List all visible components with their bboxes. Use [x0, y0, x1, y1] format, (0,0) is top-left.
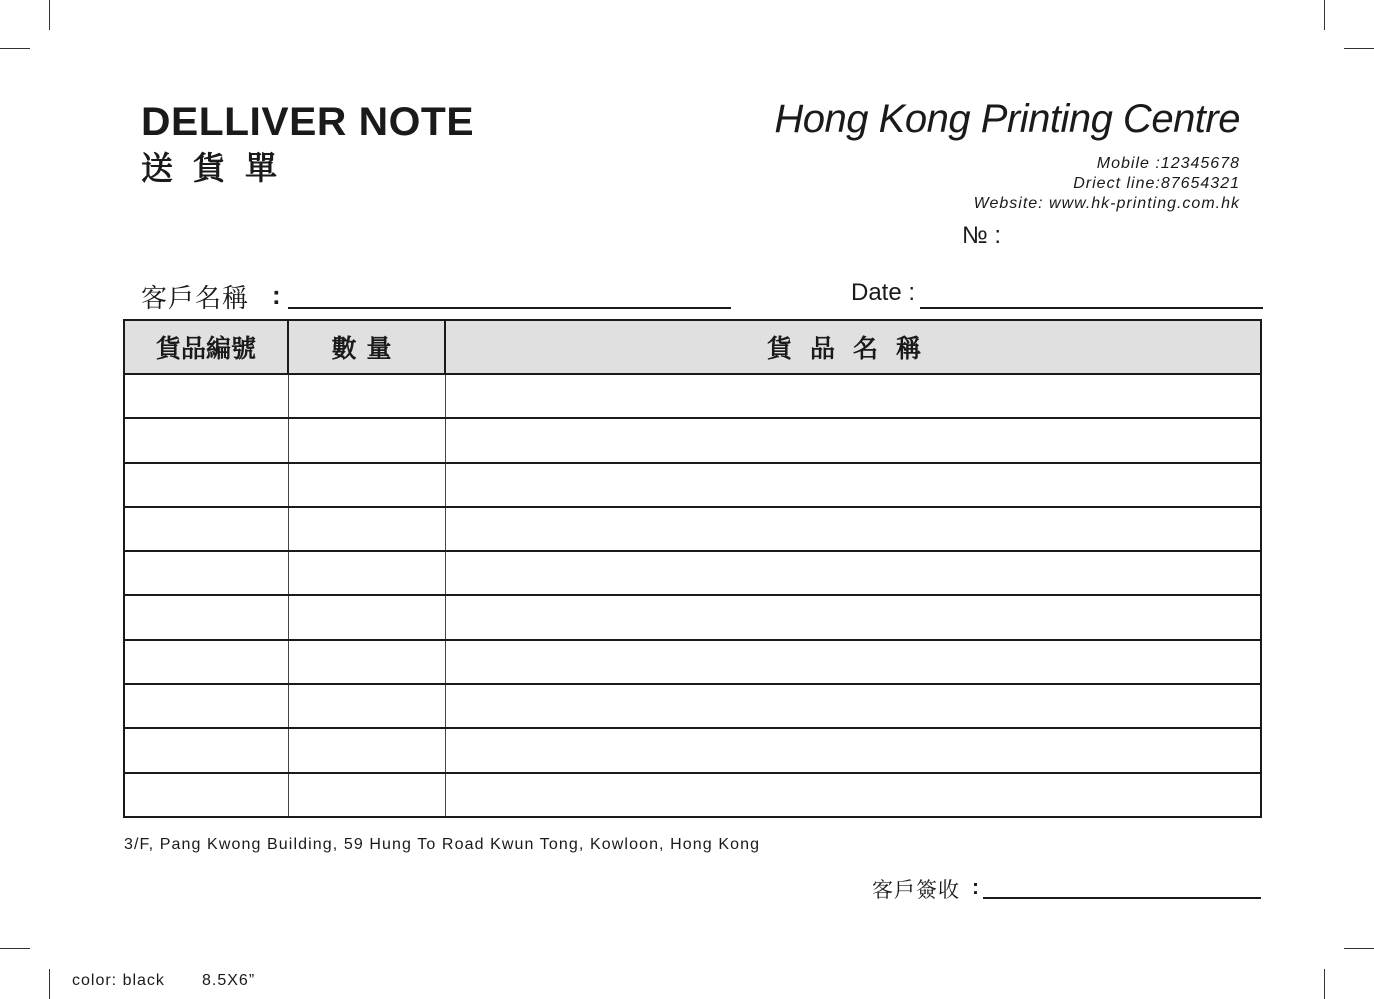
item-name-cell[interactable] — [445, 551, 1261, 595]
customer-name-field[interactable] — [288, 307, 731, 309]
quantity-cell[interactable] — [288, 418, 445, 462]
crop-mark-right-bottom — [1344, 948, 1374, 949]
company-address: 3/F, Pang Kwong Building, 59 Hung To Road Kwun Tong, Kowloon, Hong Kong — [124, 836, 761, 853]
customer-name-label: 客戶名稱 — [141, 283, 250, 313]
table-row — [124, 374, 1261, 418]
table-row — [124, 640, 1261, 684]
customer-name-colon: : — [272, 280, 281, 310]
company-name: Hong Kong Printing Centre — [774, 97, 1240, 141]
crop-mark-left-bottom — [0, 948, 30, 949]
item-code-cell[interactable] — [124, 773, 288, 817]
item-code-cell[interactable] — [124, 684, 288, 728]
item-name-cell[interactable] — [445, 374, 1261, 418]
item-name-cell[interactable] — [445, 773, 1261, 817]
quantity-cell[interactable] — [288, 507, 445, 551]
quantity-cell[interactable] — [288, 640, 445, 684]
item-code-cell[interactable] — [124, 551, 288, 595]
table-row — [124, 551, 1261, 595]
crop-mark-bottom-right — [1324, 969, 1325, 999]
crop-mark-bottom-left — [49, 969, 50, 999]
table-row — [124, 773, 1261, 817]
item-code-cell[interactable] — [124, 374, 288, 418]
date-field[interactable] — [920, 307, 1263, 309]
item-code-cell[interactable] — [124, 595, 288, 639]
crop-mark-top-left — [49, 0, 50, 30]
items-table — [123, 319, 1262, 818]
document-number-label: № : — [962, 222, 1002, 249]
item-code-cell[interactable] — [124, 463, 288, 507]
item-code-cell[interactable] — [124, 418, 288, 462]
signature-label: 客戶簽收 — [872, 879, 960, 902]
item-code-cell[interactable] — [124, 640, 288, 684]
column-header-quantity: 數量 — [288, 320, 445, 374]
company-mobile: Mobile :12345678 — [1096, 155, 1240, 172]
table-row — [124, 418, 1261, 462]
crop-mark-left-top — [0, 48, 30, 49]
signature-colon: : — [972, 876, 979, 899]
print-size-spec: 8.5X6” — [202, 972, 256, 989]
item-name-cell[interactable] — [445, 595, 1261, 639]
item-name-cell[interactable] — [445, 684, 1261, 728]
column-header-item-name: 貨品名稱 — [445, 320, 1261, 374]
item-name-cell[interactable] — [445, 640, 1261, 684]
item-code-cell[interactable] — [124, 728, 288, 772]
quantity-cell[interactable] — [288, 551, 445, 595]
quantity-cell[interactable] — [288, 463, 445, 507]
item-name-cell[interactable] — [445, 507, 1261, 551]
item-name-cell[interactable] — [445, 728, 1261, 772]
table-header-row — [124, 320, 1261, 374]
print-color-spec: color: black — [72, 972, 165, 989]
table-row — [124, 728, 1261, 772]
item-name-cell[interactable] — [445, 418, 1261, 462]
quantity-cell[interactable] — [288, 684, 445, 728]
quantity-cell[interactable] — [288, 595, 445, 639]
quantity-cell[interactable] — [288, 773, 445, 817]
document-title: DELLIVER NOTE — [141, 100, 475, 144]
table-row — [124, 507, 1261, 551]
table-row — [124, 463, 1261, 507]
quantity-cell[interactable] — [288, 728, 445, 772]
item-name-cell[interactable] — [445, 463, 1261, 507]
quantity-cell[interactable] — [288, 374, 445, 418]
date-label: Date : — [851, 279, 916, 306]
item-code-cell[interactable] — [124, 507, 288, 551]
table-row — [124, 595, 1261, 639]
company-direct-line: Driect line:87654321 — [1073, 175, 1240, 192]
company-website: Website: www.hk-printing.com.hk — [973, 195, 1240, 212]
signature-field[interactable] — [983, 897, 1261, 899]
column-header-item-code: 貨品編號 — [124, 320, 288, 374]
table-row — [124, 684, 1261, 728]
document-title-chinese: 送貨單 — [141, 150, 298, 186]
crop-mark-top-right — [1324, 0, 1325, 30]
crop-mark-right-top — [1344, 48, 1374, 49]
